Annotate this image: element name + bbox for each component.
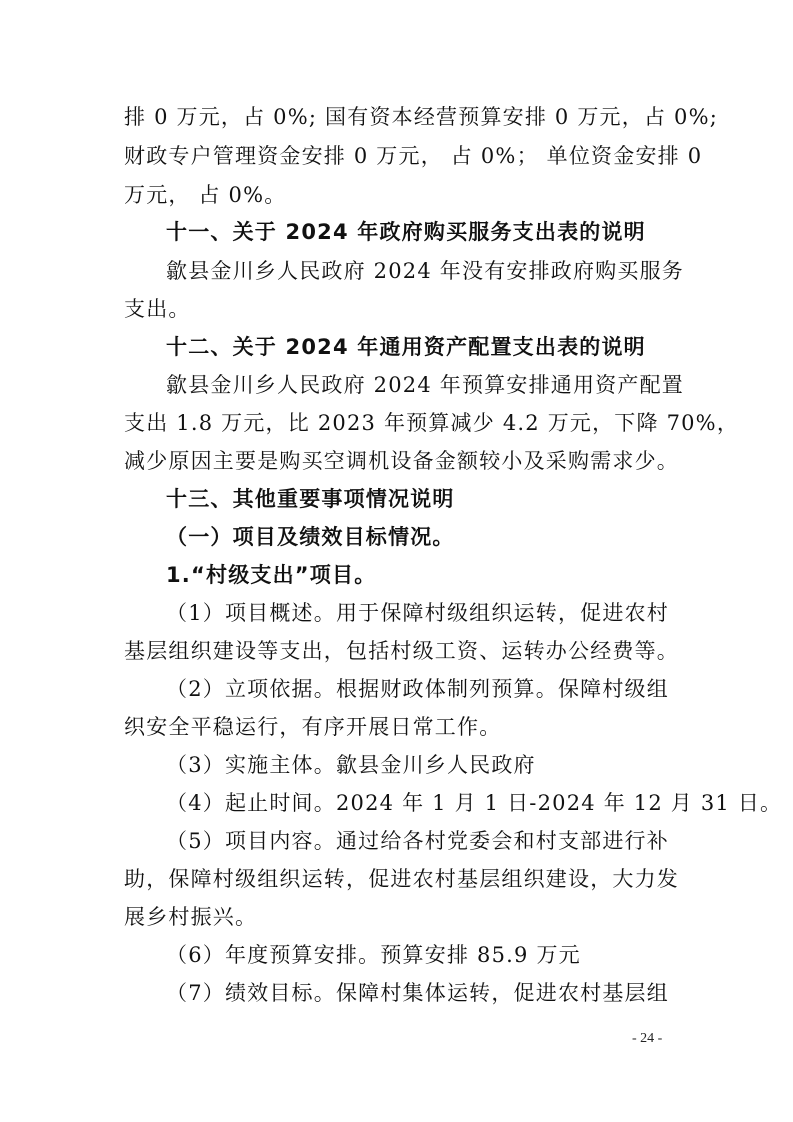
text-line: 织安全平稳运行，有序开展日常工作。 bbox=[124, 715, 502, 739]
section-heading: 十三、其他重要事项情况说明 bbox=[166, 487, 455, 511]
page-number: - 24 - bbox=[632, 1031, 663, 1046]
text-line: 歙县金川乡人民政府 2024 年预算安排通用资产配置 bbox=[166, 373, 684, 397]
text-line: （1）项目概述。用于保障村级组织运转，促进农村 bbox=[166, 601, 669, 625]
text-line: （5）项目内容。通过给各村党委会和村支部进行补 bbox=[166, 829, 669, 853]
item-heading: 1.“村级支出”项目。 bbox=[166, 563, 377, 587]
text-line: 支出。 bbox=[124, 297, 191, 321]
text-line: 基层组织建设等支出，包括村级工资、运转办公经费等。 bbox=[124, 639, 679, 663]
text-line: 助，保障村级组织运转，促进农村基层组织建设，大力发 bbox=[124, 867, 679, 891]
section-heading: 十一、关于 2024 年政府购买服务支出表的说明 bbox=[166, 220, 646, 244]
text-line: （3）实施主体。歙县金川乡人民政府 bbox=[166, 753, 536, 777]
text-line: 展乡村振兴。 bbox=[124, 905, 258, 929]
text-line: （2）立项依据。根据财政体制列预算。保障村级组 bbox=[166, 677, 669, 701]
text-line: （7）绩效目标。保障村集体运转，促进农村基层组 bbox=[166, 981, 669, 1005]
subsection-heading: （一）项目及绩效目标情况。 bbox=[166, 525, 455, 549]
section-heading: 十二、关于 2024 年通用资产配置支出表的说明 bbox=[166, 335, 646, 359]
text-line: （4）起止时间。2024 年 1 月 1 日-2024 年 12 月 31 日。 bbox=[166, 791, 783, 815]
text-line: （6）年度预算安排。预算安排 85.9 万元 bbox=[166, 943, 581, 967]
text-line: 支出 1.8 万元，比 2023 年预算减少 4.2 万元，下降 70%， bbox=[124, 411, 740, 435]
text-line: 减少原因主要是购买空调机设备金额较小及采购需求少。 bbox=[124, 449, 679, 473]
text-line: 财政专户管理资金安排 0 万元， 占 0%； 单位资金安排 0 bbox=[124, 144, 703, 168]
text-line: 歙县金川乡人民政府 2024 年没有安排政府购买服务 bbox=[166, 259, 684, 283]
text-line: 排 0 万元，占 0%; 国有资本经营预算安排 0 万元，占 0%; bbox=[124, 105, 719, 129]
text-line: 万元， 占 0%。 bbox=[124, 183, 287, 207]
